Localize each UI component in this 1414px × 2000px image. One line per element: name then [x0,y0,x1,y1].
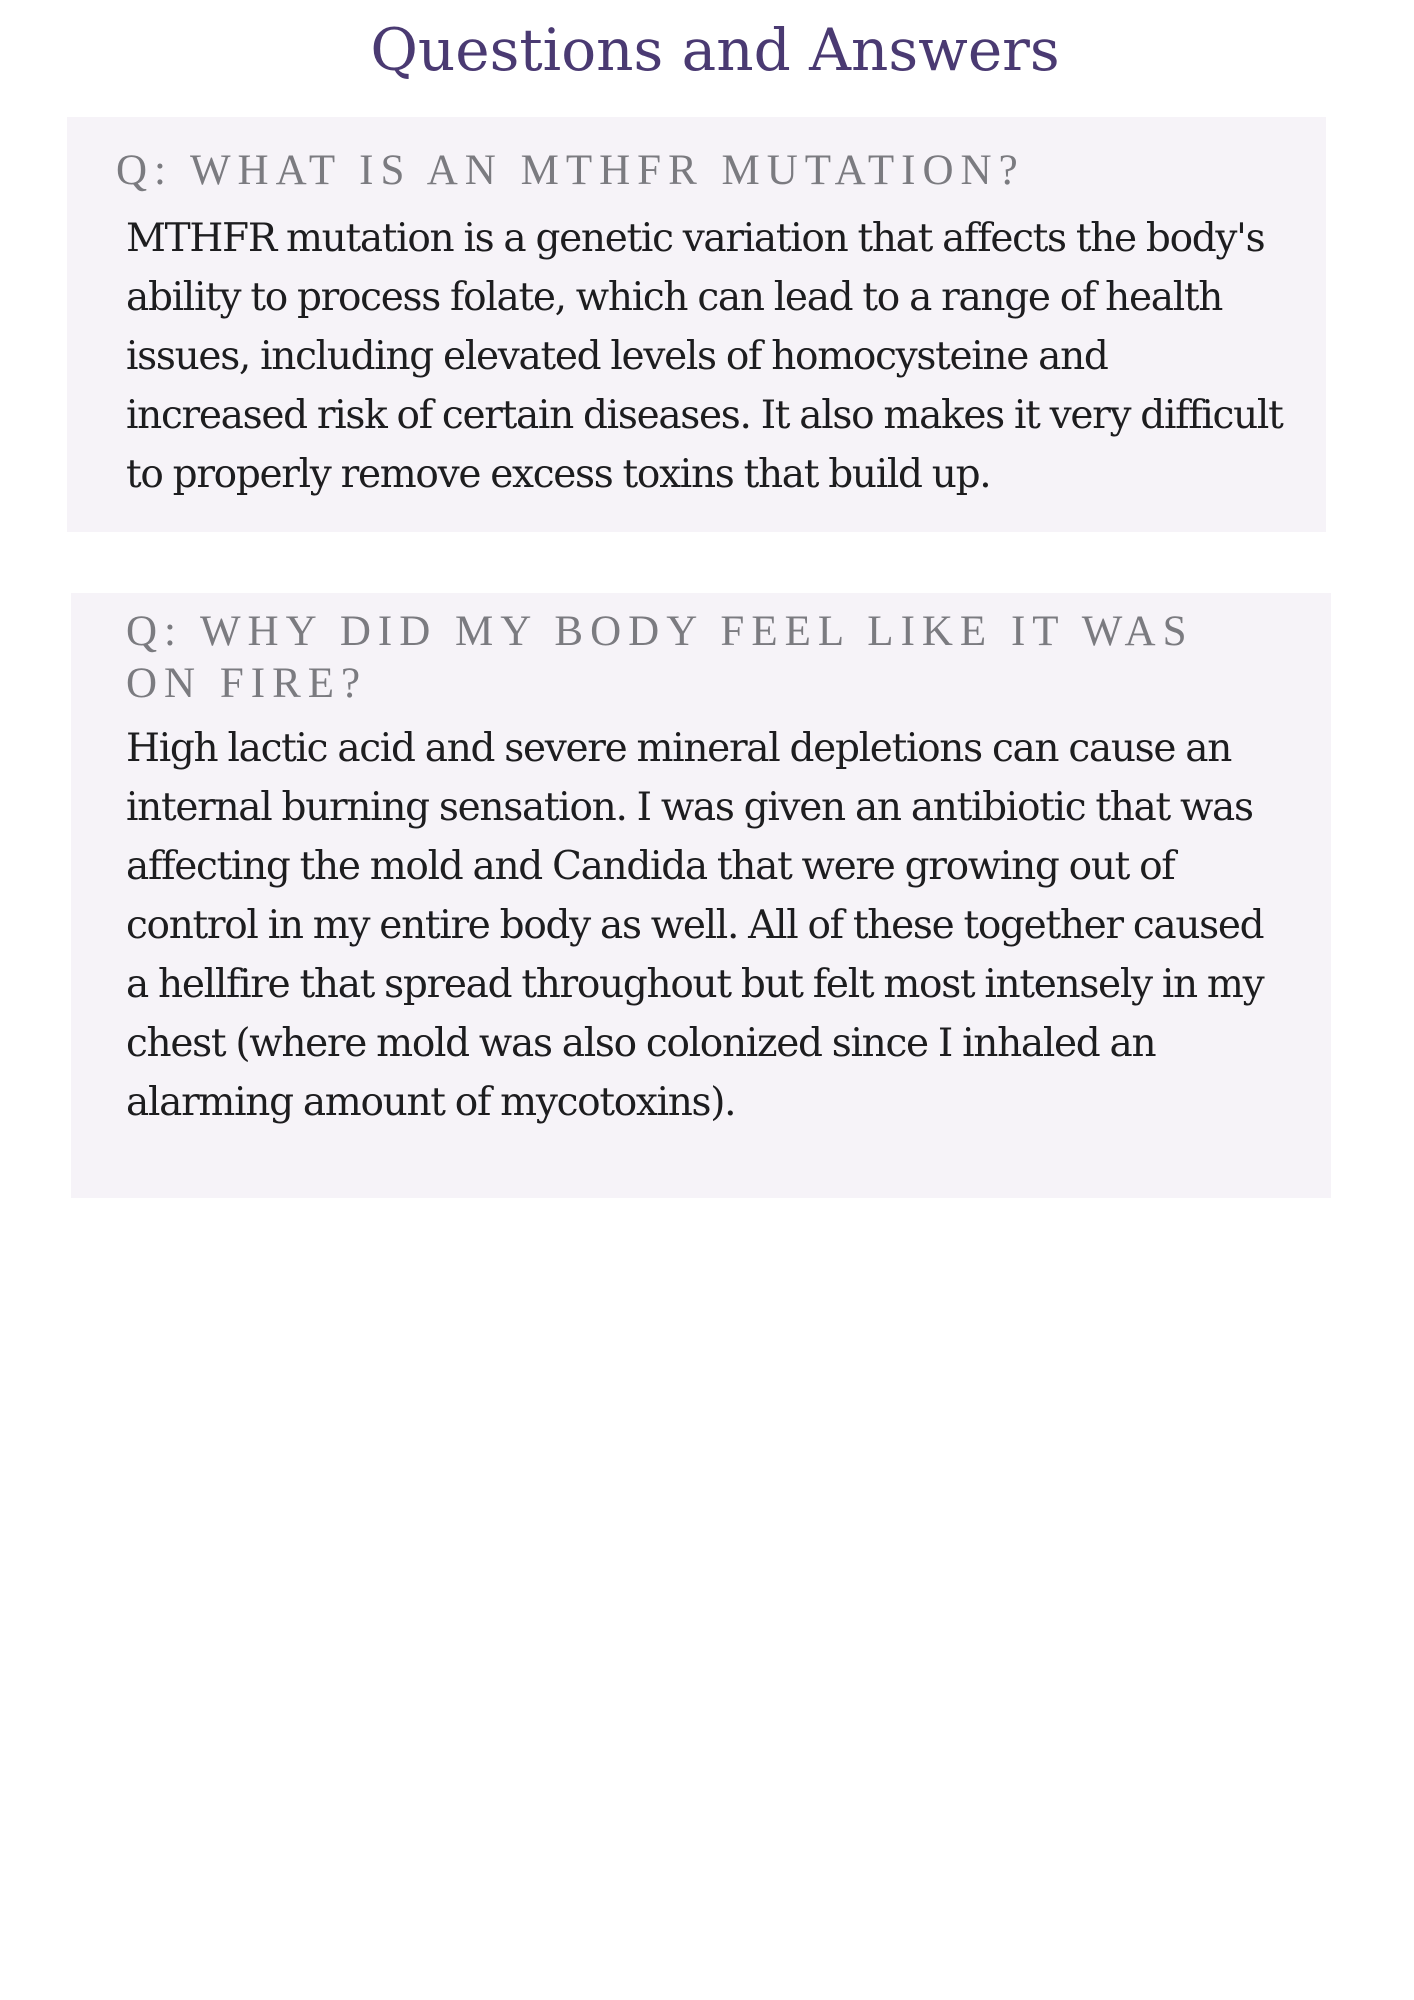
qa-card [67,117,1326,532]
qa-card [71,593,1331,1198]
answer-text: High lactic acid and severe mineral depletions can cause an internal burning sensation. I was given an antibiotic that was affecting the mold and Candida that were growing out of control in my entire body as well. All of these together caused a hellfire that spread throughout but felt most intensely in my chest (where mold was also colonized since I inhaled an alarming amount of mycotoxins). [126,726,1264,1125]
answer-text: MTHFR mutation is a genetic variation that affects the body's ability to process folate, which can lead to a range of health issues, including elevated levels of homocysteine and increased risk of certain diseases. It also makes it very difficult to properly remove excess toxins that build up. [126,216,1283,497]
question-heading: Q: WHY DID MY BODY FEEL LIKE IT WAS ON FIRE? [126,608,1194,707]
question-heading: Q: WHAT IS AN MTHFR MUTATION? [116,147,1025,194]
page-title: Questions and Answers [370,16,1060,84]
